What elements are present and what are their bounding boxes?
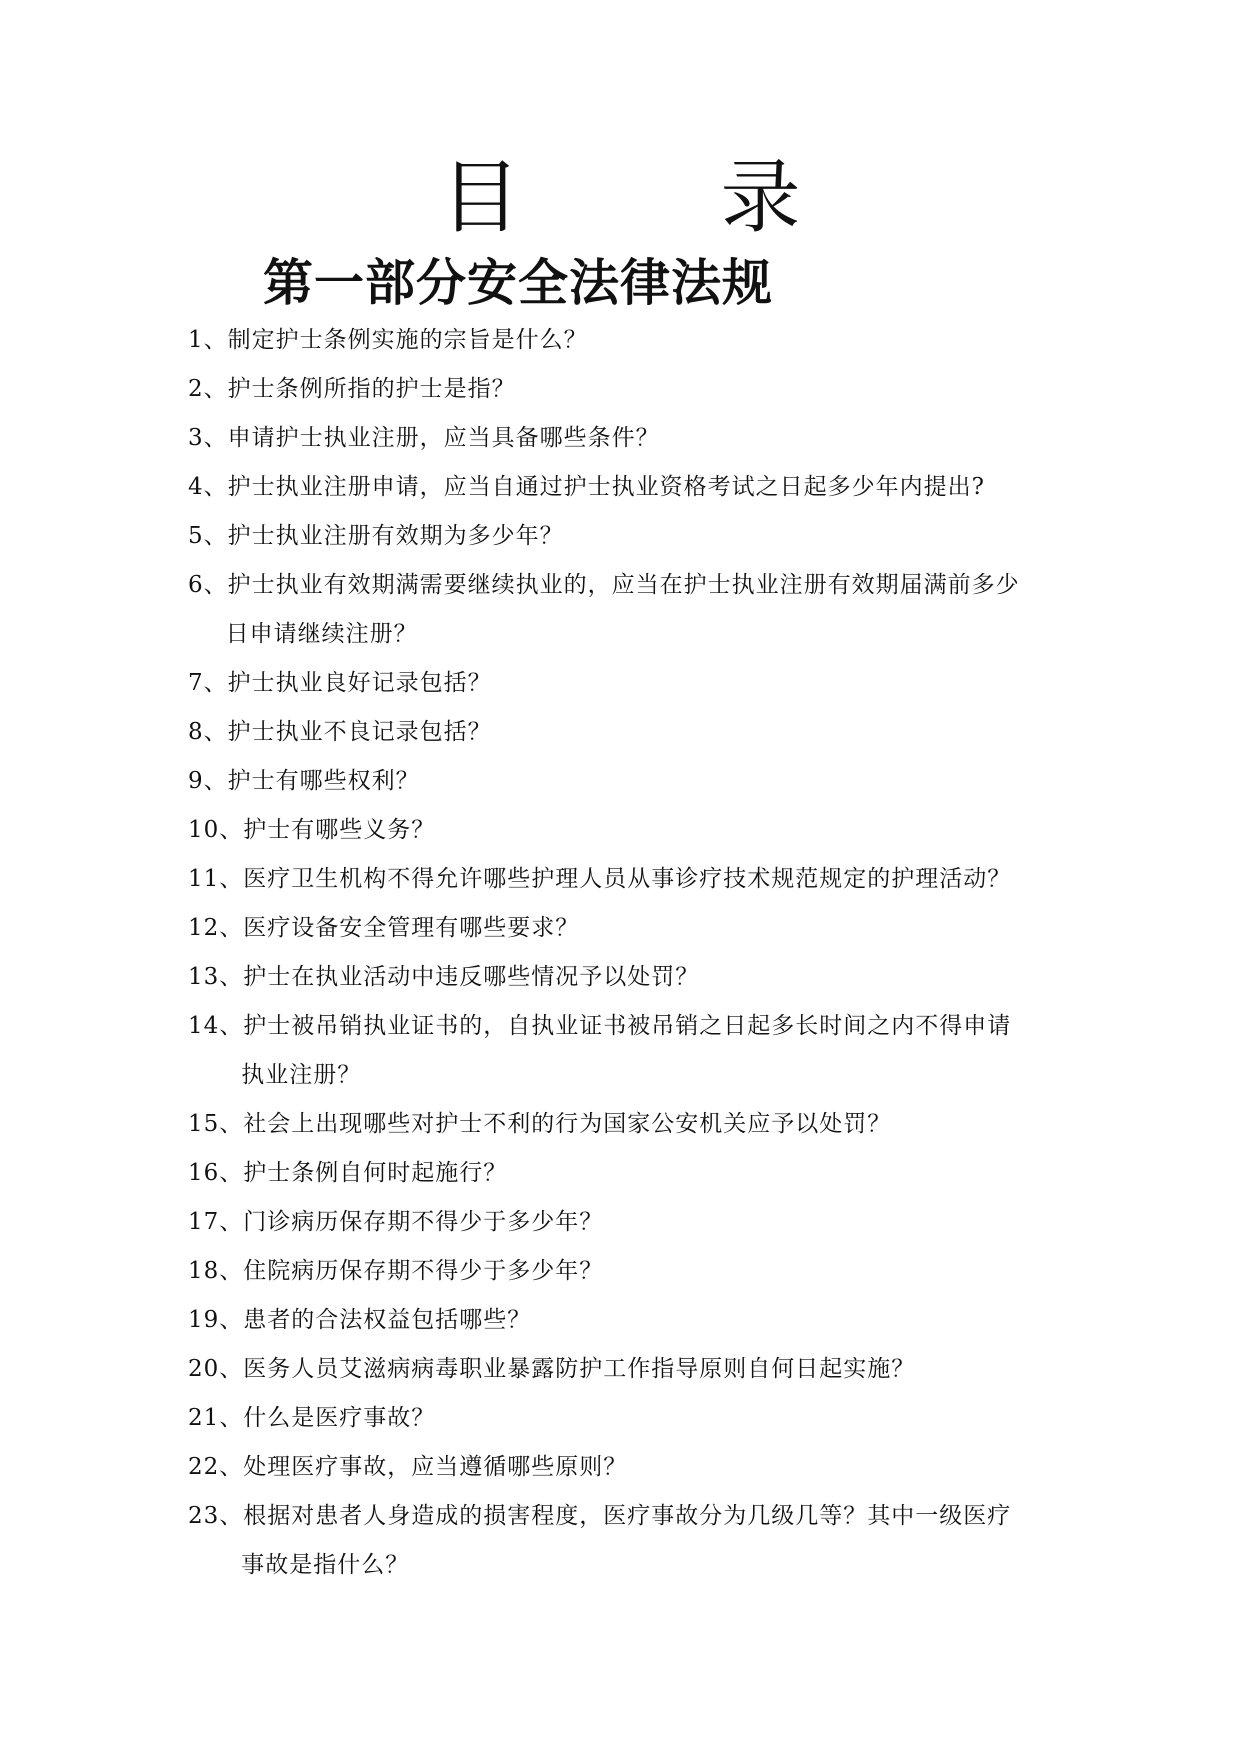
toc-item-text: 护士有哪些义务？ [243, 817, 436, 843]
toc-item [188, 1345, 1068, 1394]
toc-item-text: 护士执业良好记录包括？ [227, 670, 492, 696]
toc-item-text: 护士条例所指的护士是指？ [227, 376, 516, 402]
toc-item-text: 护士被吊销执业证书的，自执业证书被吊销之日起多长时间之内不得申请 [243, 1013, 1012, 1039]
toc-item-number: 21、 [188, 1405, 244, 1431]
toc-item-text: 申请护士执业注册，应当具备哪些条件？ [227, 425, 660, 451]
toc-item-number: 6、 [188, 572, 228, 598]
toc-item [188, 1296, 1068, 1345]
toc-item [188, 708, 1068, 757]
toc-item [188, 855, 1068, 904]
toc-item [188, 561, 1068, 659]
toc-item-text: 护士执业有效期满需要继续执业的，应当在护士执业注册有效期届满前多少 [227, 572, 1020, 598]
toc-item-text-continuation: 日申请继续注册？ [225, 621, 418, 647]
toc-item [188, 806, 1068, 855]
toc-item [188, 1492, 1068, 1590]
toc-item-text: 医疗卫生机构不得允许哪些护理人员从事诊疗技术规范规定的护理活动？ [243, 866, 1012, 892]
toc-item [188, 1198, 1068, 1247]
toc-item-number: 17、 [188, 1209, 244, 1235]
toc-item [188, 414, 1068, 463]
toc-item-number: 14、 [188, 1013, 244, 1039]
toc-item-number: 9、 [188, 768, 228, 794]
toc-item [188, 1149, 1068, 1198]
toc-list [188, 316, 1068, 1590]
toc-item [188, 316, 1068, 365]
toc-item-text: 患者的合法权益包括哪些？ [243, 1307, 532, 1333]
toc-item-text: 护士在执业活动中违反哪些情况予以处罚？ [243, 964, 700, 990]
toc-item-number: 3、 [188, 425, 228, 451]
toc-item-text: 护士执业注册申请，应当自通过护士执业资格考试之日起多少年内提出? [227, 474, 985, 500]
toc-item-number: 10、 [188, 817, 244, 843]
page-title: 目 录 [440, 151, 861, 244]
toc-item-text: 护士条例自何时起施行？ [243, 1160, 508, 1186]
toc-item-number: 5、 [188, 523, 228, 549]
toc-item-number: 18、 [188, 1258, 244, 1284]
toc-item [188, 953, 1068, 1002]
toc-item [188, 757, 1068, 806]
toc-item-text: 处理医疗事故，应当遵循哪些原则？ [243, 1454, 628, 1480]
toc-item-number: 1、 [188, 327, 228, 353]
toc-item-text: 住院病历保存期不得少于多少年？ [243, 1258, 604, 1284]
toc-item-text: 医务人员艾滋病病毒职业暴露防护工作指导原则自何日起实施？ [243, 1356, 916, 1382]
section-heading: 第一部分安全法律法规 [263, 254, 773, 312]
toc-item-text: 什么是医疗事故？ [243, 1405, 436, 1431]
toc-item-number: 19、 [188, 1307, 244, 1333]
toc-item [188, 463, 1068, 512]
toc-item-text: 制定护士条例实施的宗旨是什么？ [227, 327, 588, 353]
toc-item [188, 1443, 1068, 1492]
toc-item [188, 1002, 1068, 1100]
toc-item-text: 社会上出现哪些对护士不利的行为国家公安机关应予以处罚？ [243, 1111, 892, 1137]
toc-item-number: 22、 [188, 1454, 244, 1480]
toc-item-text-continuation: 执业注册？ [241, 1062, 362, 1088]
toc-item-text: 护士执业注册有效期为多少年？ [227, 523, 564, 549]
toc-item-number: 16、 [188, 1160, 244, 1186]
toc-item-number: 8、 [188, 719, 228, 745]
toc-item-number: 2、 [188, 376, 228, 402]
toc-item-text: 护士有哪些权利？ [227, 768, 420, 794]
toc-item [188, 1100, 1068, 1149]
toc-item-text-continuation: 事故是指什么？ [241, 1552, 410, 1578]
toc-item [188, 904, 1068, 953]
toc-item-text: 医疗设备安全管理有哪些要求？ [243, 915, 580, 941]
toc-item-number: 12、 [188, 915, 244, 941]
toc-item-number: 23、 [188, 1503, 244, 1529]
toc-item-number: 13、 [188, 964, 244, 990]
toc-item-text: 护士执业不良记录包括？ [227, 719, 492, 745]
toc-item [188, 365, 1068, 414]
toc-item-text: 根据对患者人身造成的损害程度，医疗事故分为几级几等？其中一级医疗 [243, 1503, 1012, 1529]
toc-item-number: 20、 [188, 1356, 244, 1382]
toc-item [188, 512, 1068, 561]
toc-item-number: 11、 [188, 866, 244, 892]
toc-item-text: 门诊病历保存期不得少于多少年？ [243, 1209, 604, 1235]
toc-item [188, 1394, 1068, 1443]
toc-item [188, 1247, 1068, 1296]
toc-item [188, 659, 1068, 708]
toc-item-number: 7、 [188, 670, 228, 696]
toc-item-number: 15、 [188, 1111, 244, 1137]
toc-item-number: 4、 [188, 474, 228, 500]
